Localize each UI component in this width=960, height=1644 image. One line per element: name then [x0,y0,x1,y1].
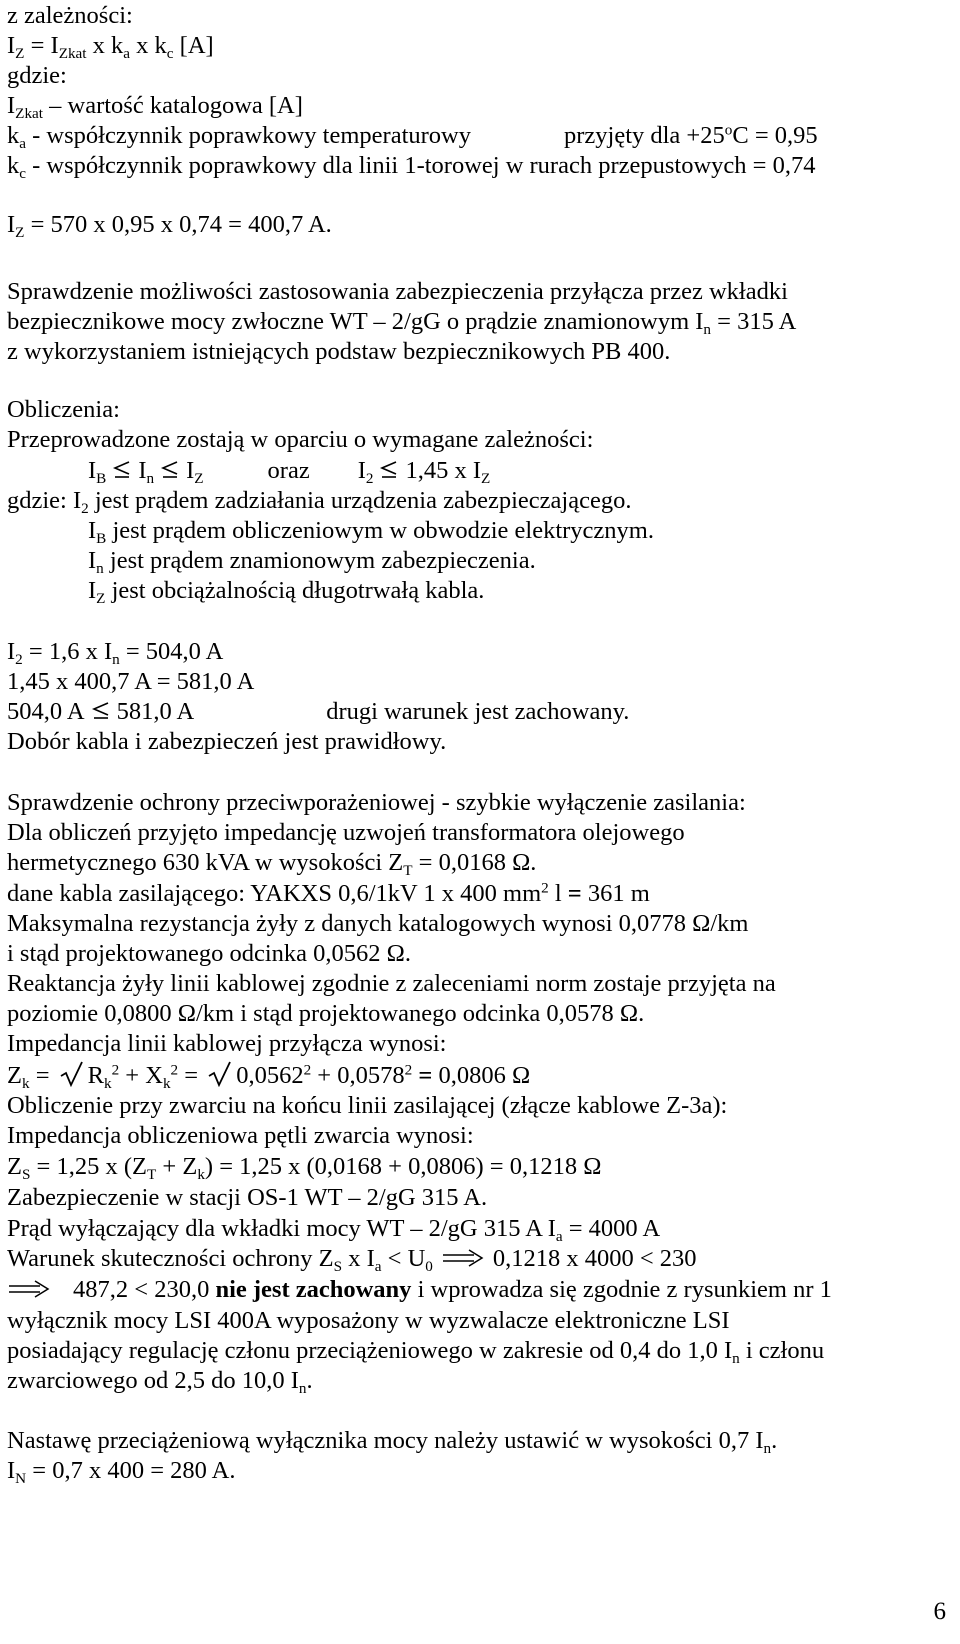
paragraph-line: Obliczenie przy zwarciu na końcu linii zasilającej (złącze kablowe Z-3a): [7,1092,728,1119]
intro-line: z zależności: [7,2,133,29]
def-i2: gdzie: $I_2$ jest prądem zadziałania urządzenia zabezpieczającego. [7,487,632,517]
where-label: gdzie: [7,62,67,89]
paragraph-line: bezpiecznikowe mocy zwłoczne WT – 2/gG o prądzie znamionowym $I_n = 315$ A [7,308,797,338]
calc-iz: $I_Z = 570$ x 0,95 x 0,74 = 400,7 A. [7,211,332,241]
impedance-formula: $Z_k = R_k^2 + X_k^2 = 0,0562^2 + 0,0578^2 = 0,0806$ Ω [7,1061,530,1094]
section-heading: Obliczenia: [7,396,120,423]
paragraph-line: Nastawę przeciążeniową wyłącznika mocy należy ustawić w wysokości 0,7 $I_n$. [7,1427,778,1457]
paragraph-line: Dla obliczeń przyjęto impedancję uzwojeń transformatora olejowego [7,819,685,846]
paragraph-line: i stąd projektowanego odcinka 0,0562 Ω. [7,940,411,967]
formula-iz: $I_Z = I_{Zkat}$ x $k_a$ x $k_c$ [A] [7,32,214,62]
implies-arrow-icon [441,1247,485,1275]
condition-line: 487,2 < 230,0 nie jest zachowany i wprowadza się zgodnie z rysunkiem nr 1 [7,1276,832,1306]
paragraph-line: poziomie 0,0800 Ω/km i stąd projektowanego odcinka 0,0578 Ω. [7,1000,645,1027]
calc-line: Dobór kabla i zabezpieczeń jest prawidłowy. [7,728,447,755]
paragraph-line: wyłącznik mocy LSI 400A wyposażony w wyzwalacze elektroniczne LSI [7,1307,730,1334]
def-izkat: $I_{Zkat}$ – wartość katalogowa [A] [7,92,303,122]
paragraph-line: Przeprowadzone zostają w oparciu o wymagane zależności: [7,426,594,453]
condition-formula: $I_B$ $I_n$ $I_Z$ oraz $I_2$ 1,45 x $I_Z$ [88,457,491,487]
calc-line: 504,0 A 581,0 A drugi warunek jest zachowany. [7,698,629,728]
less-or-equal-icon [160,459,180,487]
paragraph-line: zwarciowego od 2,5 do 10,0 $I_n$. [7,1367,313,1397]
paragraph-line: Impedancja obliczeniowa pętli zwarcia wynosi: [7,1122,474,1149]
paragraph-line: Prąd wyłączający dla wkładki mocy WT – 2/gG 315 A $I_a = 4000$ A [7,1215,661,1245]
paragraph-line: Zabezpieczenie w stacji OS-1 WT – 2/gG 315 A. [7,1184,488,1211]
less-or-equal-icon [112,459,132,487]
paragraph-line: Sprawdzenie ochrony przeciwporażeniowej - szybkie wyłączenie zasilania: [7,789,746,816]
def-iz: $I_Z$ jest obciążalnością długotrwałą kabla. [88,577,485,607]
paragraph-line: z wykorzystaniem istniejących podstaw bezpiecznikowych PB 400. [7,338,671,365]
def-kc: $k_c$ - współczynnik poprawkowy dla linii 1-torowej w rurach przepustowych = 0,74 [7,152,816,182]
def-ka: $k_a$ - współczynnik poprawkowy temperaturowy przyjęty dla $+25^oC = 0,95$ [7,121,818,152]
def-ib: $I_B$ jest prądem obliczeniowym w obwodzie elektrycznym. [88,517,654,547]
square-root-icon [60,1061,84,1094]
condition-line: Warunek skuteczności ochrony $Z_S$ x $I_a < U_0$ 0,1218 x 4000 < 230 [7,1245,697,1275]
loop-impedance-formula: $Z_S = 1,25$ x $(Z_T + Z_k) = 1,25$ x (0,0168 + 0,0806) = 0,1218 Ω [7,1153,602,1183]
calc-line: $I_N = 0,7$ x 400 = 280 A. [7,1457,236,1487]
paragraph-line: Impedancja linii kablowej przyłącza wynosi: [7,1030,447,1057]
paragraph-line: dane kabla zasilającego: YAKXS 0,6/1kV 1 x 400 $mm^2$ l = 361 m [7,879,650,907]
paragraph-line: Reaktancja żyły linii kablowej zgodnie z zaleceniami norm zostaje przyjęta na [7,970,776,997]
less-or-equal-icon [91,700,111,728]
calc-line: 1,45 x 400,7 A = 581,0 A [7,668,255,695]
paragraph-line: Maksymalna rezystancja żyły z danych katalogowych wynosi 0,0778 Ω/km [7,910,749,937]
def-in: $I_n$ jest prądem znamionowym zabezpieczenia. [88,547,536,577]
square-root-icon [208,1061,232,1094]
implies-arrow-icon [7,1278,51,1306]
paragraph-line: hermetycznego 630 kVA w wysokości $Z_T = 0,0168$ Ω. [7,849,537,879]
paragraph-line: Sprawdzenie możliwości zastosowania zabezpieczenia przyłącza przez wkładki [7,278,788,305]
page-number: 6 [933,1598,946,1625]
less-or-equal-icon [379,459,399,487]
calc-line: $I_2 = 1,6$ x $I_n = 504,0$ A [7,638,224,668]
paragraph-line: posiadający regulację członu przeciążeniowego w zakresie od 0,4 do 1,0 $I_n$ i członu [7,1337,825,1367]
